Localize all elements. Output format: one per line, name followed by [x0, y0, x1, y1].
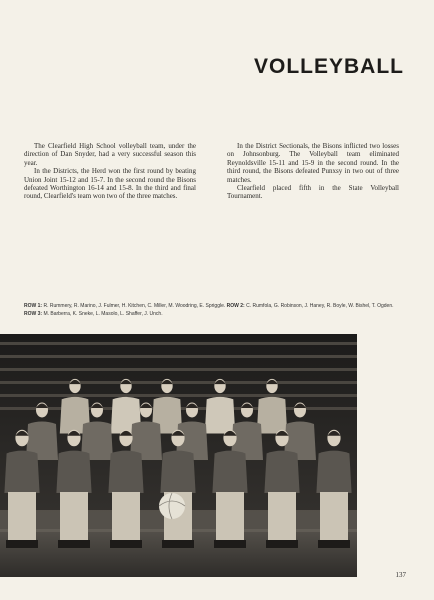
player-legs — [216, 492, 244, 540]
player-shoes — [58, 540, 90, 548]
caption-row1-names: R. Rummery, R. Marino, J. Fulmer, H. Kitchen, C. Miller, M. Woodring, E. Spriggle. — [43, 303, 226, 309]
article-right-column — [227, 142, 399, 201]
bleacher-row — [0, 394, 357, 397]
caption-row1-label: ROW 1: — [24, 303, 43, 309]
article-paragraph: In the District Sectionals, the Bisons inflicted two losses on Johnsonburg. The Volleyball team eliminated Reynoldsville 15-11 and 15-9 in the second round. In the third round, the Bisons defeated Punxsy in two out of three matches. — [227, 142, 399, 184]
player-legs — [320, 492, 348, 540]
player-shoes — [214, 540, 246, 548]
caption-row3-label: ROW 3: — [24, 310, 43, 317]
caption-row2-names: C. Rumfola, G. Robinson, J. Haney, R. Boyle, W. Bishel, T. Ogden. — [246, 303, 394, 309]
bleacher-row — [0, 355, 357, 358]
article-left-column — [24, 142, 196, 201]
team-photo-image — [0, 334, 357, 577]
page-number: 137 — [395, 571, 406, 579]
player-shoes — [110, 540, 142, 548]
photo-caption — [24, 303, 404, 318]
article-paragraph: Clearfield placed fifth in the State Volleyball Tournament. — [227, 184, 399, 201]
player-legs — [112, 492, 140, 540]
player-legs — [8, 492, 36, 540]
player-shoes — [318, 540, 350, 548]
bleacher-row — [0, 342, 357, 345]
article-paragraph: In the Districts, the Herd won the first round by beating Union Joint 15-12 and 15-7. In the second round the Bisons defeated Worthington 16-14 and 15-8. In the third and final round, Clearfield's team won two of the three matches. — [24, 167, 196, 201]
team-photo — [0, 334, 357, 577]
bleacher-row — [0, 381, 357, 384]
player-legs — [60, 492, 88, 540]
player-shoes — [162, 540, 194, 548]
page-title: VOLLEYBALL — [254, 55, 404, 78]
player-shoes — [6, 540, 38, 548]
bleacher-row — [0, 368, 357, 371]
caption-row3-names: M. Barberra, K. Sneke, L. Masolo, L. Shaffer, J. Unch. — [43, 310, 163, 317]
player-legs — [268, 492, 296, 540]
volleyball-icon — [159, 493, 185, 519]
caption-row2-label: ROW 2: — [226, 303, 245, 309]
player-shoes — [266, 540, 298, 548]
article-paragraph: The Clearfield High School volleyball team, under the direction of Dan Snyder, had a very successful season this year. — [24, 142, 196, 167]
